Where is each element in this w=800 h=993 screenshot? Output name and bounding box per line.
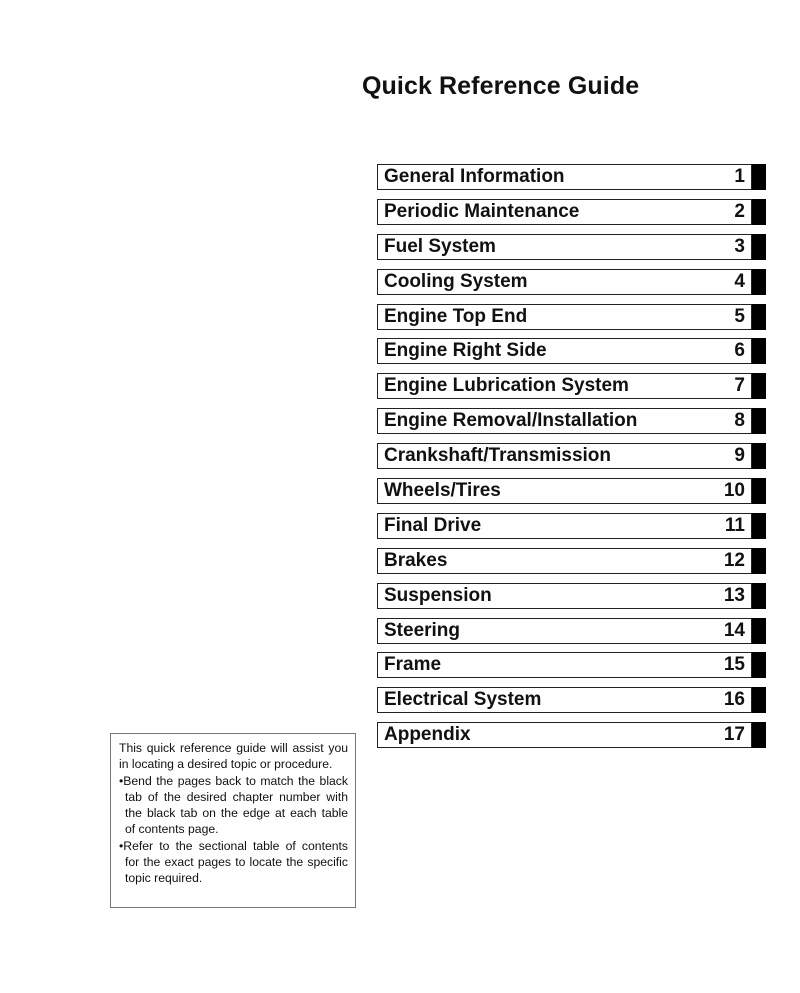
chapter-row[interactable] <box>377 199 766 225</box>
chapter-label: Engine Lubrication System <box>384 375 629 397</box>
black-tab <box>752 408 766 434</box>
chapter-row[interactable] <box>377 583 766 609</box>
chapter-number: 17 <box>723 724 745 746</box>
usage-note-box <box>110 733 356 908</box>
black-tab <box>752 652 766 678</box>
chapter-box[interactable] <box>377 478 752 504</box>
black-tab <box>752 687 766 713</box>
chapter-box[interactable] <box>377 234 752 260</box>
chapter-label: Engine Right Side <box>384 340 547 362</box>
chapter-row[interactable] <box>377 269 766 295</box>
chapter-label: Engine Top End <box>384 305 528 327</box>
black-tab <box>752 478 766 504</box>
chapter-number: 13 <box>723 584 745 606</box>
chapter-number: 12 <box>723 549 745 571</box>
chapter-box[interactable] <box>377 513 752 539</box>
chapter-number: 5 <box>734 305 745 327</box>
chapter-box[interactable] <box>377 583 752 609</box>
chapter-number: 10 <box>723 480 745 502</box>
chapter-label: Steering <box>384 619 461 641</box>
chapter-label: Frame <box>384 654 442 676</box>
chapter-label: Engine Removal/Installation <box>384 410 638 432</box>
chapter-box[interactable] <box>377 164 752 190</box>
chapter-box[interactable] <box>377 548 752 574</box>
chapter-label: General Information <box>384 166 565 187</box>
chapter-number: 1 <box>734 166 745 187</box>
chapter-box[interactable] <box>377 652 752 678</box>
chapter-row[interactable] <box>377 338 766 364</box>
chapter-box[interactable] <box>377 722 752 748</box>
chapter-label: Fuel System <box>384 235 496 257</box>
chapter-row[interactable] <box>377 687 766 713</box>
chapter-row[interactable] <box>377 443 766 469</box>
chapter-number: 6 <box>734 340 745 362</box>
chapter-row[interactable] <box>377 652 766 678</box>
chapter-label: Final Drive <box>384 514 482 536</box>
black-tab <box>752 304 766 330</box>
chapter-index <box>377 164 766 757</box>
chapter-number: 9 <box>734 445 745 467</box>
chapter-label: Crankshaft/Transmission <box>384 445 612 467</box>
chapter-label: Wheels/Tires <box>384 480 501 502</box>
note-intro: This quick reference guide will assist you in locating a desired topic or procedure. <box>119 741 348 772</box>
chapter-number: 3 <box>734 235 745 257</box>
black-tab <box>752 443 766 469</box>
chapter-label: Periodic Maintenance <box>384 200 580 222</box>
chapter-box[interactable] <box>377 269 752 295</box>
chapter-row[interactable] <box>377 548 766 574</box>
chapter-number: 4 <box>734 270 745 292</box>
chapter-label: Electrical System <box>384 689 542 711</box>
chapter-row[interactable] <box>377 304 766 330</box>
chapter-row[interactable] <box>377 478 766 504</box>
chapter-row[interactable] <box>377 234 766 260</box>
black-tab <box>752 583 766 609</box>
page-title: Quick Reference Guide <box>362 72 640 100</box>
chapter-label: Brakes <box>384 549 448 571</box>
chapter-row[interactable] <box>377 618 766 644</box>
chapter-number: 2 <box>734 200 745 222</box>
black-tab <box>752 164 766 190</box>
chapter-box[interactable] <box>377 304 752 330</box>
black-tab <box>752 269 766 295</box>
chapter-row[interactable] <box>377 408 766 434</box>
black-tab <box>752 199 766 225</box>
black-tab <box>752 618 766 644</box>
chapter-number: 8 <box>734 410 745 432</box>
chapter-row[interactable] <box>377 722 766 748</box>
black-tab <box>752 722 766 748</box>
note-bullet: •Refer to the sectional table of contents for the exact pages to locate the specific topic required. <box>119 838 348 886</box>
chapter-label: Appendix <box>384 724 471 746</box>
black-tab <box>752 373 766 399</box>
chapter-row[interactable] <box>377 164 766 190</box>
black-tab <box>752 548 766 574</box>
note-bullet: •Bend the pages back to match the black tab of the desired chapter number with the black tab on the edge at each table of contents page. <box>119 773 348 837</box>
chapter-number: 16 <box>723 689 745 711</box>
chapter-box[interactable] <box>377 199 752 225</box>
chapter-box[interactable] <box>377 408 752 434</box>
black-tab <box>752 234 766 260</box>
chapter-label: Suspension <box>384 584 492 606</box>
chapter-box[interactable] <box>377 687 752 713</box>
black-tab <box>752 513 766 539</box>
chapter-row[interactable] <box>377 513 766 539</box>
chapter-number: 15 <box>723 654 745 676</box>
chapter-label: Cooling System <box>384 270 528 292</box>
chapter-number: 11 <box>724 514 745 536</box>
chapter-box[interactable] <box>377 618 752 644</box>
chapter-box[interactable] <box>377 443 752 469</box>
black-tab <box>752 338 766 364</box>
chapter-box[interactable] <box>377 338 752 364</box>
chapter-box[interactable] <box>377 373 752 399</box>
chapter-number: 14 <box>723 619 745 641</box>
chapter-number: 7 <box>734 375 745 397</box>
chapter-row[interactable] <box>377 373 766 399</box>
